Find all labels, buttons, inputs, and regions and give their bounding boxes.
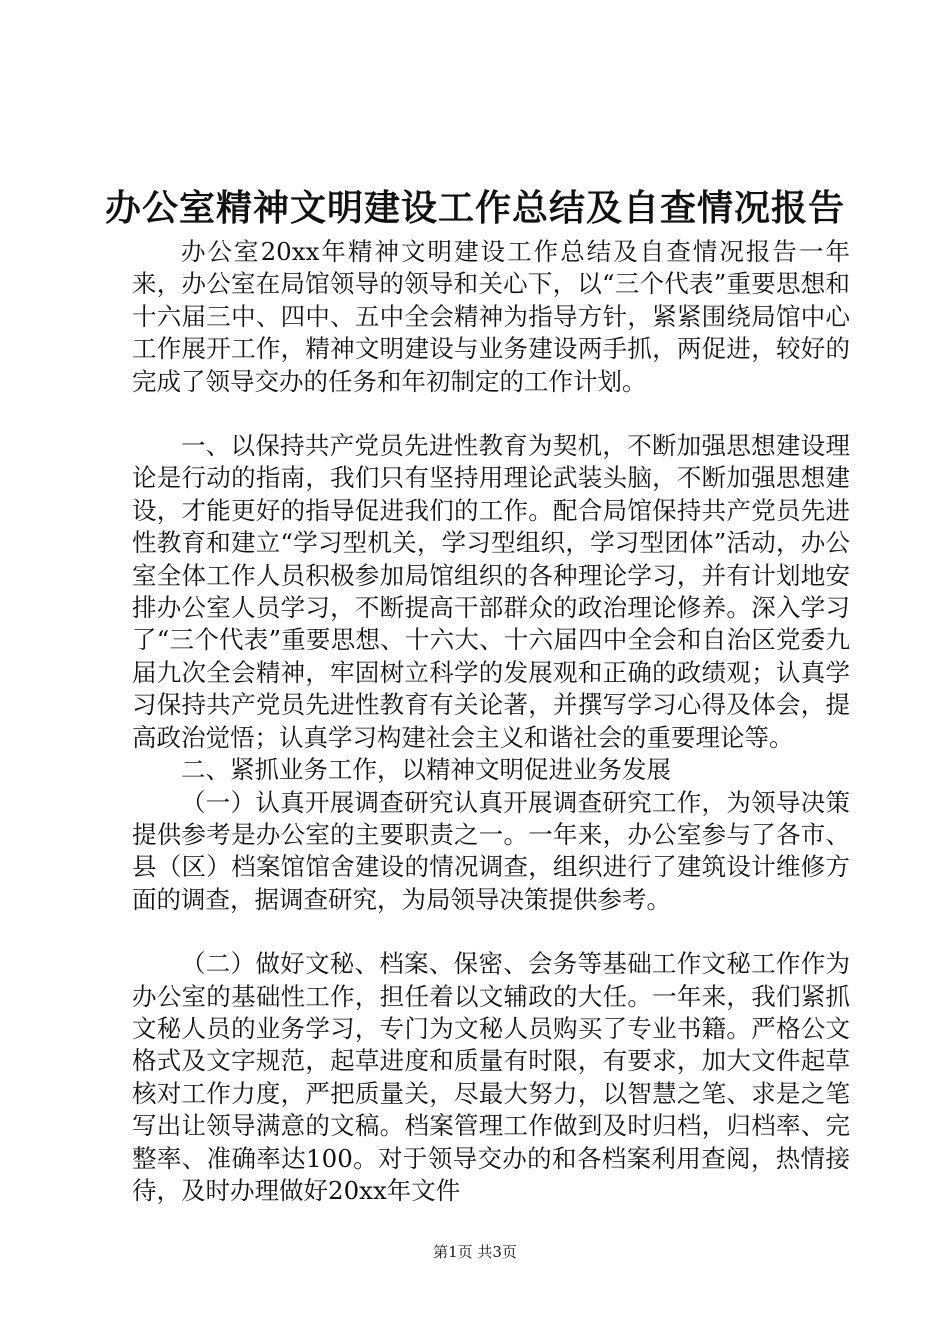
document-body (132, 236, 850, 1207)
paragraph-subsection-2: （二）做好文秘、档案、保密、会务等基础工作文秘工作作为办公室的基础性工作，担任着以文辅政的大任。一年来，我们紧抓文秘人员的业务学习，专门为文秘人员购买了专业书籍。严格公文格式及文字规范，起草进度和质量有时限，有要求，加大文件起草核对工作力度，严把质量关，尽最大努力，以智慧之笔、求是之笔写出让领导满意的文稿。档案管理工作做到及时归档，归档率、完整率、准确率达100。对于领导交办的和各档案利用查阅，热情接待，及时办理做好20xx年文件 (132, 949, 850, 1205)
page-footer: 第1页 共3页 (433, 1243, 517, 1261)
paragraph-subsection-1: （一）认真开展调查研究认真开展调查研究工作，为领导决策提供参考是办公室的主要职责之一。一年来，办公室参与了各市、县（区）档案馆馆舍建设的情况调查，组织进行了建筑设计维修方面的调查，据调查研究，为局领导决策提供参考。 (132, 787, 850, 914)
document-title: 办公室精神文明建设工作总结及自查情况报告 (104, 188, 845, 229)
paragraph-intro: 办公室20xx年精神文明建设工作总结及自查情况报告一年来，办公室在局馆领导的领导和关心下，以“三个代表”重要思想和十六届三中、四中、五中全会精神为指导方针，紧紧围绕局馆中心工作展开工作，精神文明建设与业务建设两手抓，两促进，较好的完成了领导交办的任务和年初制定的工作计划。 (132, 237, 850, 396)
paragraph-section-1: 一、以保持共产党员先进性教育为契机，不断加强思想建设理论是行动的指南，我们只有坚持用理论武装头脑，不断加强思想建设，才能更好的指导促进我们的工作。配合局馆保持共产党员先进性教育和建立“学习型机关，学习型组织，学习型团体”活动，办公室全体工作人员积极参加局馆组织的各种理论学习，并有计划地安排办公室人员学习，不断提高干部群众的政治理论修养。深入学习了“三个代表”重要思想、十六大、十六届四中全会和自治区党委九届九次全会精神，牢固树立科学的发展观和正确的政绩观；认真学习保持共产党员先进性教育有关论著，并撰写学习心得及体会，提高政治觉悟；认真学习构建社会主义和谐社会的重要理论等。 (132, 431, 850, 752)
paragraph-section-2-heading: 二、紧抓业务工作，以精神文明促进业务发展 (181, 755, 671, 785)
